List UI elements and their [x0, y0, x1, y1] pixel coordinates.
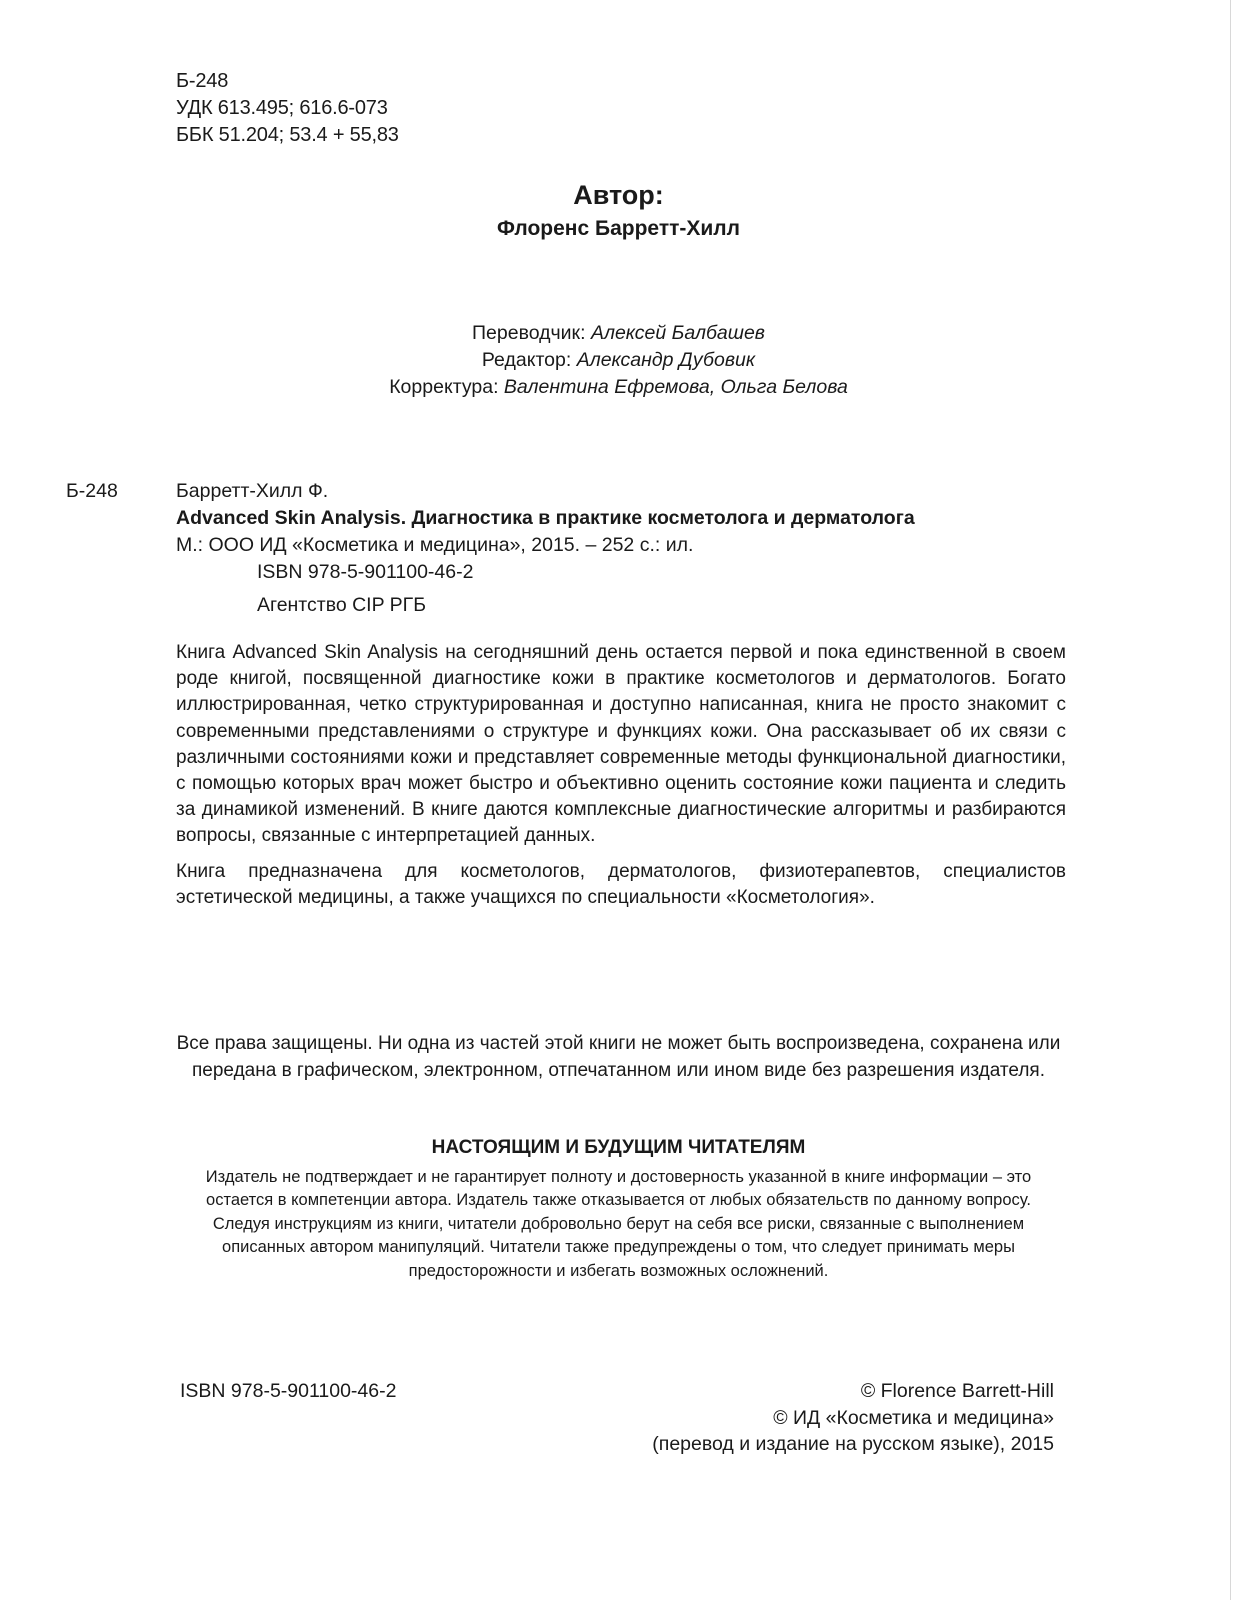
catalog-entry — [176, 478, 915, 619]
author-label: Автор: — [573, 180, 664, 210]
rights-line-1: Все права защищены. Ни одна из частей этой книги не может быть воспроизведена, сохранена или — [176, 1033, 1061, 1054]
author-block — [0, 177, 1237, 245]
readers-disclaimer — [0, 1166, 1237, 1283]
disclaimer-line: остается в компетенции автора. Издатель также отказывается от любых обязательств по данному вопросу. — [206, 1191, 1031, 1210]
credits-block — [0, 320, 1237, 401]
bbk-code: ББК 51.204; 53.4 + 55,83 — [176, 124, 399, 146]
copyright-translation: (перевод и издание на русском языке), 2015 — [652, 1433, 1054, 1455]
disclaimer-line: Издатель не подтверждает и не гарантирует полноту и достоверность указанной в книге информации – это — [205, 1168, 1032, 1186]
catalog-isbn: ISBN 978-5-901100-46-2 — [257, 561, 474, 583]
proofreaders-names: Валентина Ефремова, Ольга Белова — [503, 376, 848, 398]
udk-code: УДК 613.495; 616.6-073 — [176, 97, 388, 119]
proofreading-label: Корректура: — [389, 376, 499, 398]
annotation-paragraph-1: Книга Advanced Skin Analysis на сегодняшний день остается первой и пока единственной в своем роде книгой, посвященной диагностике кожи в практике косметологов и дерматологов. Богато иллюстрированная, четко структурированная и доступно написанная, книга не просто знакомит с современными представлениями о структуре и функциях кожи. Она рассказывает об их связи с различными состояниями кожи и представляет современные методы функциональной диагностики, с помощью которых врач может быстро и объективно оценить состояние кожи пациента и следить за динамикой изменений. В книге даются комплексные диагностические алгоритмы и разбираются вопросы, связанные с интерпретацией данных. — [176, 642, 1066, 847]
copyright-author: © Florence Barrett-Hill — [860, 1380, 1054, 1402]
catalog-code: Б-248 — [66, 480, 118, 502]
readers-heading: НАСТОЯЩИМ И БУДУЩИМ ЧИТАТЕЛЯМ — [431, 1137, 806, 1158]
catalog-imprint: М.: ООО ИД «Косметика и медицина», 2015. – 252 с.: ил. — [176, 534, 694, 556]
disclaimer-line: Следуя инструкциям из книги, читатели добровольно берут на себя все риски, связанные с выполнением — [212, 1214, 1025, 1233]
proofreading-line — [0, 374, 1237, 401]
annotation-paragraph-2: Книга предназначена для косметологов, дерматологов, физиотерапевтов, специалистов эстетической медицины, а также учащихся по специальности «Косметология». — [176, 861, 1066, 909]
catalog-agency: Агентство CIP РГБ — [257, 594, 427, 616]
editor-line — [0, 347, 1237, 374]
translator-name: Алексей Балбашев — [590, 322, 765, 344]
disclaimer-line: предосторожности и избегать возможных осложнений. — [408, 1261, 829, 1280]
translator-label: Переводчик: — [472, 322, 586, 344]
author-name: Флоренс Барретт-Хилл — [497, 217, 740, 240]
copyright-publisher: © ИД «Косметика и медицина» — [773, 1406, 1054, 1429]
editor-label: Редактор: — [481, 349, 572, 371]
translator-line — [0, 320, 1237, 347]
classification-codes — [176, 68, 399, 149]
catalog-title: Advanced Skin Analysis. Диагностика в практике косметолога и дерматолога — [176, 507, 915, 529]
disclaimer-line: описанных автором манипуляций. Читатели также предупреждены о том, что следует принимать меры — [222, 1238, 1015, 1257]
catalog-author: Барретт-Хилл Ф. — [176, 480, 329, 502]
footer-isbn: ISBN 978-5-901100-46-2 — [180, 1380, 397, 1402]
library-code: Б-248 — [176, 70, 229, 92]
rights-line-2: передана в графическом, электронном, отпечатанном или ином виде без разрешения издателя. — [192, 1059, 1045, 1081]
rights-notice — [0, 1031, 1237, 1084]
copyright-block — [652, 1378, 1054, 1458]
editor-name: Александр Дубовик — [576, 349, 756, 371]
